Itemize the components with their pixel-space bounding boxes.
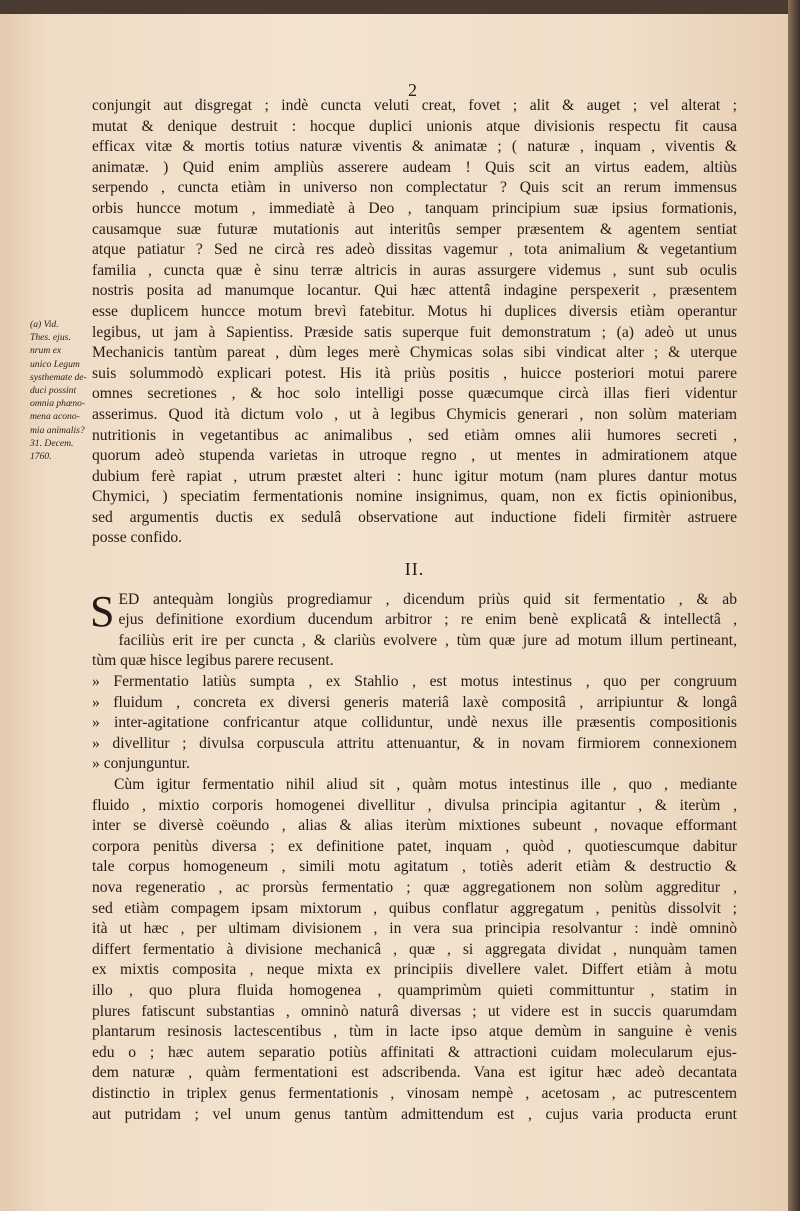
definition-quote: [92, 672, 737, 775]
text-line: efficax vitæ & mortis totius naturæ viventis & animatæ ; ( naturæ , inquam , viventis &: [92, 138, 737, 156]
text-line: serpendo , cuncta etiàm in universo non complectatur ? Quis scit an rerum immensus: [92, 179, 737, 197]
text-line: illo , quo plura fluida homogenea , quamprimùm quieti committuntur , statim in: [92, 981, 737, 999]
text-line: faciliùs erit ire per cuncta , & clariùs evolvere , tùm quæ jure ad motum illum pertineant,: [118, 631, 737, 649]
text-line: mutat & denique destruit : hocque duplici unionis atque divisionis respectu fit causa: [92, 117, 737, 135]
scan-top-border: [0, 0, 800, 14]
margin-note-line: mena acono-: [30, 411, 80, 423]
margin-note-line: (a) Vid.: [30, 319, 59, 330]
section-2-paragraph-2: [92, 775, 737, 1125]
quote-line: » Fermentatio latiùs sumpta , ex Stahlio , est motus intestinus , quo per congruum: [92, 672, 737, 693]
text-line: ejus definitione exordium ducendum arbitror ; re enim benè explicatâ & intellectâ ,: [118, 611, 737, 629]
margin-note-line: mia animalis?: [30, 424, 85, 436]
section-2-paragraph-1: [90, 586, 737, 672]
text-line: corpora penitùs diversa ; ex definitione patet, inquam , quòd , quotiescumque dabitur: [92, 837, 737, 855]
margin-note-line: 31. Decem.: [30, 437, 74, 449]
margin-note-line: 1760.: [30, 451, 52, 463]
text-line: nova regeneratio , ac prorsùs fermentatio ; quæ aggregationem non solùm aggreditur ,: [92, 878, 737, 896]
text-line: atque patiatur ? Sed ne circà res adeò dissitas vagemur , tota animalium & vegetantium: [92, 241, 737, 259]
text-line: inter se diversè coëundo , alias & alias iterùm mixtiones subeunt , novaque efformant: [92, 817, 737, 835]
page-number: 2: [408, 80, 417, 100]
text-line: dem naturæ , quàm fermentationi est adscribenda. Vana est igitur hæc adeò decantata: [92, 1064, 737, 1082]
body-text: [92, 96, 737, 1125]
text-line: nostris posita ad manumque locantur. Qui hæc attentâ indagine perspexerit , præsentem: [92, 282, 737, 300]
margin-note-line: nrum ex: [30, 345, 62, 357]
text-line: tale corpus homogeneum , simili motu agitatum , totiès aderit etiàm & destructio &: [92, 858, 737, 876]
text-line: fluido , mixtio corporis homogenei divellitur , divulsa principia agitantur , & iterùm ,: [92, 796, 737, 814]
section-heading: II.: [404, 559, 425, 580]
margin-note-line: duci possint: [30, 385, 77, 397]
text-line: aut putridam ; vel unum genus tantùm admittendum est , cujus varia producta erunt: [92, 1105, 737, 1123]
margin-note: [30, 318, 88, 463]
quote-line: » divellitur ; divulsa corpuscula attritu attenuantur, & in novam firmiorem connexionem: [92, 734, 737, 755]
text-line: distinctio in triplex genus fermentationis , vinosam nempè , acetosam , ac putrescentem: [92, 1084, 737, 1102]
section-1-paragraph: [92, 96, 737, 549]
text-line: plantarum resinosis lactescentibus , tùm in lacte ipso atque demùm in sanguine è venis: [92, 1023, 737, 1041]
text-line: tùm quæ hisce legibus parere recusent.: [92, 652, 334, 670]
text-line: plures fatiscunt substantias , omninò naturâ diversas ; ut videre est in succis quarumdam: [92, 1002, 737, 1020]
quote-line: » inter-agitatione confricantur atque colliduntur, undè nexus ille præsentis compositionis: [92, 713, 737, 734]
text-line: suis solummodò explicari potest. His ità priùs positis , huicce posteriori motui parere: [92, 364, 737, 382]
text-line: asserimus. Quod ità dictum volo , ut à legibus Chymicis generari , non solùm materiam: [92, 405, 737, 423]
text-line: ità ut hæc , per ultimam divisionem , in vera sua principia resolvantur : indè omninò: [92, 920, 737, 938]
text-line: sed etiàm compagem ipsam mixtorum , quibus conflatur aggregatum , penitùs dissolvit ;: [92, 899, 737, 917]
text-line: ex mixtis composita , neque mixta ex principiis divellere valet. Differt etiàm à motu: [92, 961, 737, 979]
text-line: posse confido.: [92, 529, 183, 547]
text-line: dubium ferè rapiat , utrum præstet alteri : hunc igitur motum (nam plures dantur motus: [92, 467, 737, 485]
text-line: conjungit aut disgregat ; indè cuncta veluti creat, fovet ; alit & auget ; vel alterat ;: [92, 97, 737, 114]
text-line: esse duplicem huncce motum brevì fatebitur. Motus hi duplices diversis etiàm operantur: [92, 302, 737, 320]
text-line: quorum adeò stupenda varietas in utroque regno , ut mentes in admirationem atque: [92, 447, 737, 465]
drop-cap: S: [90, 586, 115, 636]
text-line: Mechanicis tantùm pareat , dùm leges merè Chymicas solas sibi vindicat alter ; & uterque: [92, 344, 737, 362]
text-line: nutritionis in vegetantibus ac animalibus , sed etiàm omnes alii humores secreti ,: [92, 426, 737, 444]
text-line: sed argumentis ductis ex sedulâ observatione aut inductione fideli firmitèr astruere: [92, 508, 737, 526]
text-line: omnes secretiones , & hoc solo intelligi posse quæcumque circà illas fieri videntur: [92, 385, 737, 403]
text-line: animatæ. ) Quid enim ampliùs asserere audeam ! Quis scit an virtus eadem, altiùs: [92, 158, 737, 176]
quote-line: » fluidum , concreta ex diversi generis materiâ laxè compositâ , arripiuntur & longâ: [92, 693, 737, 714]
text-line: legibus, ut jam à Sapientiss. Præside satis superque fuit demonstratum ; (a) adeò ut unus: [92, 323, 737, 341]
text-line: ED antequàm longiùs progrediamur , dicendum priùs quid sit fermentatio , & ab: [118, 590, 737, 608]
text-line: causamque suæ futuræ mutationis aut interitûs semper præsentem & agentem sentiat: [92, 220, 737, 238]
text-line: Cùm igitur fermentatio nihil aliud sit , quàm motus intestinus ille , quo , mediante: [114, 776, 737, 793]
margin-note-line: unico Legum: [30, 358, 80, 370]
margin-note-line: Thes. ejus.: [30, 332, 71, 344]
text-line: differt fermentatio à divisione mechanicâ , quæ , si aggregata dividat , nunquàm tamen: [92, 940, 737, 958]
text-line: edu o ; hæc autem separatio potiùs affinitati & attractioni cuidam molecularum ejus-: [92, 1043, 737, 1061]
margin-note-line: omnia phæno-: [30, 398, 86, 410]
text-line: Chymici, ) speciatim fermentationis nomine insignimus, quam, non ex fictis opinionibus,: [92, 488, 737, 506]
margin-note-line: systhemate de-: [30, 371, 87, 383]
scan-right-border: [788, 0, 800, 1211]
quote-line: » conjunguntur.: [92, 754, 737, 775]
text-line: familia , cuncta quæ è sinu terræ altricis in auras assurgere videmus , sunt sub oculis: [92, 261, 737, 279]
text-line: orbis huncce motum , immediatè à Deo , tanquam principium suæ ipsius formationis,: [92, 199, 737, 217]
